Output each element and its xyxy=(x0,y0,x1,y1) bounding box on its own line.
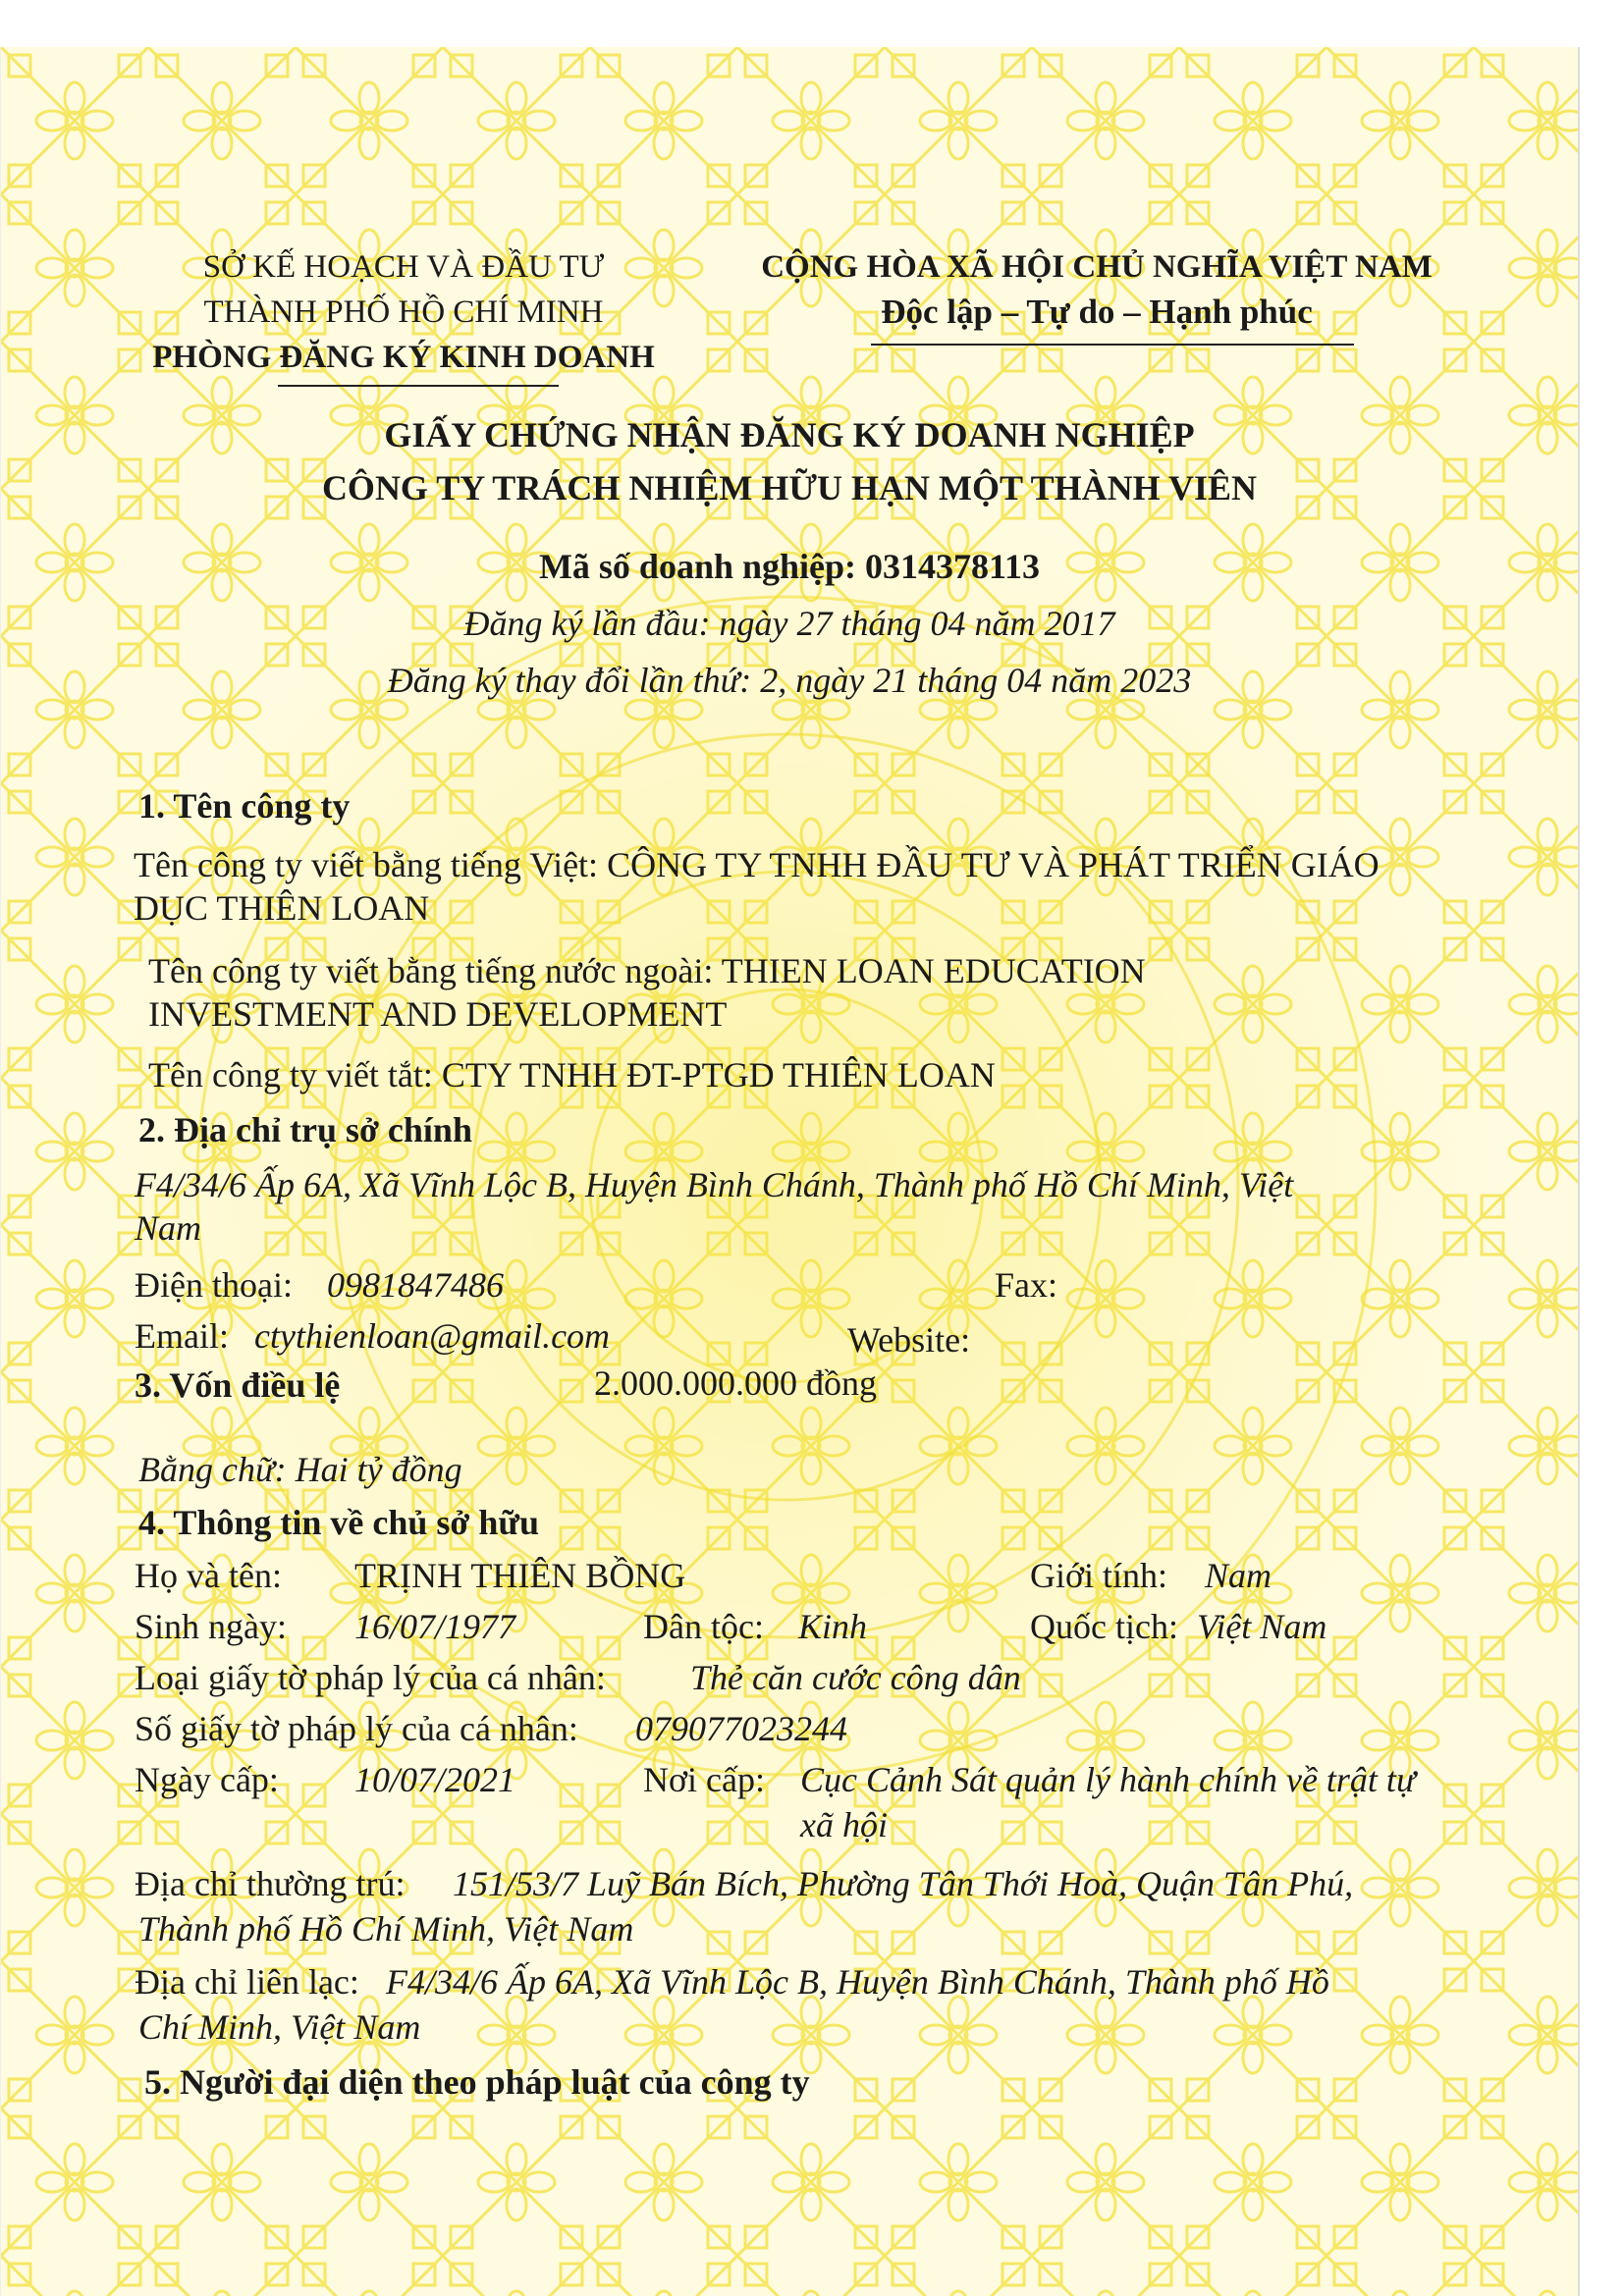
permanent-address-label: Địa chỉ thường trú: xyxy=(135,1864,406,1903)
fax-label: Fax: xyxy=(995,1265,1058,1305)
email-value: ctythienloan@gmail.com xyxy=(254,1316,611,1356)
section-1-heading: 1. Tên công ty xyxy=(138,786,351,826)
website-label: Website: xyxy=(847,1320,971,1360)
id-number-label: Số giấy tờ pháp lý của cá nhân: xyxy=(135,1709,578,1748)
dob-label: Sinh ngày: xyxy=(135,1607,288,1646)
certificate-title: GIẤY CHỨNG NHẬN ĐĂNG KÝ DOANH NGHIỆP xyxy=(384,415,1195,454)
email-label: Email: xyxy=(135,1316,229,1356)
issue-date-label: Ngày cấp: xyxy=(135,1760,279,1799)
short-name: Tên công ty viết tắt: CTY TNHH ĐT-PTGD THIÊN LOAN xyxy=(148,1055,996,1095)
vietnamese-name-line-2: DỤC THIÊN LOAN xyxy=(134,888,430,928)
head-office-address-line-1: F4/34/6 Ấp 6A, Xã Vĩnh Lộc B, Huyện Bình Chánh, Thành phố Hồ Chí Minh, Việt xyxy=(135,1165,1294,1204)
issue-place-label: Nơi cấp: xyxy=(643,1760,765,1799)
national-motto: Độc lập – Tự do – Hạnh phúc xyxy=(881,293,1313,331)
phone-value: 0981847486 xyxy=(327,1265,504,1305)
agency-line-2: THÀNH PHỐ HỒ CHÍ MINH xyxy=(203,294,604,330)
agency-underline xyxy=(278,385,559,387)
id-number-value: 079077023244 xyxy=(635,1709,847,1748)
nationality-label: Quốc tịch: xyxy=(1030,1607,1178,1646)
company-type-title: CÔNG TY TRÁCH NHIỆM HỮU HẠN MỘT THÀNH VIÊN xyxy=(321,468,1258,507)
section-4-heading: 4. Thông tin về chủ sở hữu xyxy=(138,1503,540,1542)
vietnamese-name-line-1: Tên công ty viết bằng tiếng Việt: CÔNG TY TNHH ĐẦU TƯ VÀ PHÁT TRIỂN GIÁO xyxy=(134,845,1380,884)
gender-value: Nam xyxy=(1205,1556,1272,1595)
certificate-sheet xyxy=(0,47,1580,2296)
issue-place-line-1: Cục Cảnh Sát quản lý hành chính về trật tự xyxy=(800,1760,1416,1799)
national-title: CỘNG HÒA XÃ HỘI CHỦ NGHĨA VIỆT NAM xyxy=(761,249,1433,285)
enterprise-code: Mã số doanh nghiệp: 0314378113 xyxy=(538,547,1041,586)
section-5-heading: 5. Người đại diện theo pháp luật của công ty xyxy=(144,2062,810,2102)
motto-underline xyxy=(871,344,1354,346)
contact-address-line-1: F4/34/6 Ấp 6A, Xã Vĩnh Lộc B, Huyện Bình Chánh, Thành phố Hồ xyxy=(386,1962,1329,2002)
foreign-name-line-2: INVESTMENT AND DEVELOPMENT xyxy=(148,994,728,1034)
first-registration-date: Đăng ký lần đầu: ngày 27 tháng 04 năm 2017 xyxy=(463,604,1115,643)
phone-label: Điện thoại: xyxy=(135,1265,293,1305)
id-type-value: Thẻ căn cước công dân xyxy=(690,1658,1021,1697)
dob-value: 16/07/1977 xyxy=(354,1607,516,1646)
agency-line-3: PHÒNG ĐĂNG KÝ KINH DOANH xyxy=(152,340,655,375)
id-type-label: Loại giấy tờ pháp lý của cá nhân: xyxy=(135,1658,606,1697)
change-registration-date: Đăng ký thay đổi lần thứ: 2, ngày 21 tháng 04 năm 2023 xyxy=(387,661,1192,700)
issue-place-line-2: xã hội xyxy=(800,1805,888,1844)
ethnicity-label: Dân tộc: xyxy=(643,1607,764,1646)
section-2-heading: 2. Địa chỉ trụ sở chính xyxy=(138,1110,472,1149)
owner-name-label: Họ và tên: xyxy=(135,1556,282,1595)
permanent-address-line-2: Thành phố Hồ Chí Minh, Việt Nam xyxy=(138,1909,634,1949)
ethnicity-value: Kinh xyxy=(798,1607,868,1646)
permanent-address-line-1: 151/53/7 Luỹ Bán Bích, Phường Tân Thới Hoà, Quận Tân Phú, xyxy=(453,1864,1354,1903)
section-3-heading: 3. Vốn điều lệ xyxy=(135,1365,341,1405)
foreign-name-line-1: Tên công ty viết bằng tiếng nước ngoài: THIEN LOAN EDUCATION xyxy=(148,951,1146,990)
head-office-address-line-2: Nam xyxy=(135,1208,202,1248)
charter-capital-amount: 2.000.000.000 đồng xyxy=(594,1363,877,1403)
owner-name-value: TRỊNH THIÊN BỒNG xyxy=(354,1556,686,1595)
gender-label: Giới tính: xyxy=(1030,1556,1168,1595)
issue-date-value: 10/07/2021 xyxy=(354,1760,516,1799)
agency-line-1: SỞ KẾ HOẠCH VÀ ĐẦU TƯ xyxy=(202,249,605,285)
charter-capital-in-words: Bằng chữ: Hai tỷ đồng xyxy=(138,1450,462,1489)
contact-address-line-2: Chí Minh, Việt Nam xyxy=(138,2007,421,2047)
nationality-value: Việt Nam xyxy=(1197,1607,1327,1646)
contact-address-label: Địa chỉ liên lạc: xyxy=(135,1962,359,2002)
